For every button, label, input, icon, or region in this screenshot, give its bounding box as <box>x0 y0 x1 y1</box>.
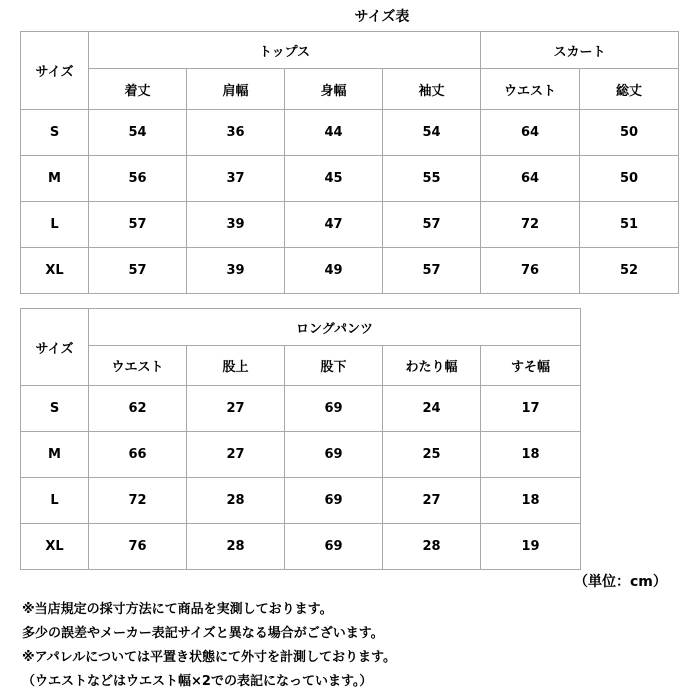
value-cell: 45 <box>285 156 383 202</box>
note-line: ※アパレルについては平置き状態にて外寸を計測しております。 <box>22 650 396 665</box>
value-cell: 18 <box>481 432 581 478</box>
page-title: サイズ表 <box>354 9 410 25</box>
value-cell: 27 <box>383 478 481 524</box>
value-cell: 57 <box>89 248 187 294</box>
value-cell: 72 <box>481 202 580 248</box>
value-cell: 44 <box>285 110 383 156</box>
value-cell: 25 <box>383 432 481 478</box>
table-row <box>21 248 679 294</box>
value-cell: 47 <box>285 202 383 248</box>
value-cell: 62 <box>89 386 187 432</box>
size-cell: M <box>21 156 89 202</box>
size-cell: M <box>21 432 89 478</box>
value-cell: 24 <box>383 386 481 432</box>
table-row <box>21 478 581 524</box>
value-cell: 50 <box>580 110 679 156</box>
column-header: 着丈 <box>89 69 187 110</box>
value-cell: 55 <box>383 156 481 202</box>
table-row <box>21 110 679 156</box>
table-row <box>21 156 679 202</box>
value-cell: 51 <box>580 202 679 248</box>
note-line: 多少の誤差やメーカー表記サイズと異なる場合がございます。 <box>22 626 384 641</box>
size-cell: XL <box>21 248 89 294</box>
value-cell: 28 <box>187 524 285 570</box>
value-cell: 28 <box>187 478 285 524</box>
size-header: サイズ <box>21 32 89 110</box>
table-row <box>21 432 581 478</box>
long-pants-size-table <box>20 308 581 570</box>
value-cell: 39 <box>187 202 285 248</box>
value-cell: 69 <box>285 478 383 524</box>
column-header: すそ幅 <box>481 346 581 386</box>
value-cell: 57 <box>383 248 481 294</box>
size-cell: L <box>21 202 89 248</box>
value-cell: 49 <box>285 248 383 294</box>
value-cell: 19 <box>481 524 581 570</box>
value-cell: 64 <box>481 110 580 156</box>
size-cell: S <box>21 386 89 432</box>
column-header: 総丈 <box>580 69 679 110</box>
value-cell: 69 <box>285 524 383 570</box>
value-cell: 64 <box>481 156 580 202</box>
value-cell: 54 <box>383 110 481 156</box>
value-cell: 76 <box>89 524 187 570</box>
value-cell: 69 <box>285 386 383 432</box>
value-cell: 28 <box>383 524 481 570</box>
value-cell: 76 <box>481 248 580 294</box>
table-row <box>21 386 581 432</box>
column-header: ウエスト <box>481 69 580 110</box>
value-cell: 18 <box>481 478 581 524</box>
tops-skirt-size-table <box>20 31 679 294</box>
column-header: 身幅 <box>285 69 383 110</box>
value-cell: 39 <box>187 248 285 294</box>
value-cell: 27 <box>187 432 285 478</box>
column-header: わたり幅 <box>383 346 481 386</box>
skirt-group-header: スカート <box>481 32 679 69</box>
size-cell: XL <box>21 524 89 570</box>
value-cell: 37 <box>187 156 285 202</box>
column-header: 股上 <box>187 346 285 386</box>
value-cell: 54 <box>89 110 187 156</box>
size-header: サイズ <box>21 309 89 386</box>
measurement-notes <box>22 598 682 694</box>
unit-label: （単位：cm） <box>574 574 667 590</box>
column-header: 袖丈 <box>383 69 481 110</box>
value-cell: 57 <box>383 202 481 248</box>
value-cell: 52 <box>580 248 679 294</box>
value-cell: 56 <box>89 156 187 202</box>
column-header: 股下 <box>285 346 383 386</box>
table-row <box>21 524 581 570</box>
value-cell: 69 <box>285 432 383 478</box>
value-cell: 50 <box>580 156 679 202</box>
column-header: 肩幅 <box>187 69 285 110</box>
value-cell: 72 <box>89 478 187 524</box>
note-line: （ウエストなどはウエスト幅×2での表記になっています。） <box>22 674 373 689</box>
column-header: ウエスト <box>89 346 187 386</box>
note-line: ※当店規定の採寸方法にて商品を実測しております。 <box>22 602 333 617</box>
value-cell: 17 <box>481 386 581 432</box>
value-cell: 66 <box>89 432 187 478</box>
table-row <box>21 202 679 248</box>
value-cell: 36 <box>187 110 285 156</box>
long-pants-group-header: ロングパンツ <box>89 309 581 346</box>
value-cell: 57 <box>89 202 187 248</box>
tops-group-header: トップス <box>89 32 481 69</box>
size-cell: S <box>21 110 89 156</box>
size-cell: L <box>21 478 89 524</box>
value-cell: 27 <box>187 386 285 432</box>
